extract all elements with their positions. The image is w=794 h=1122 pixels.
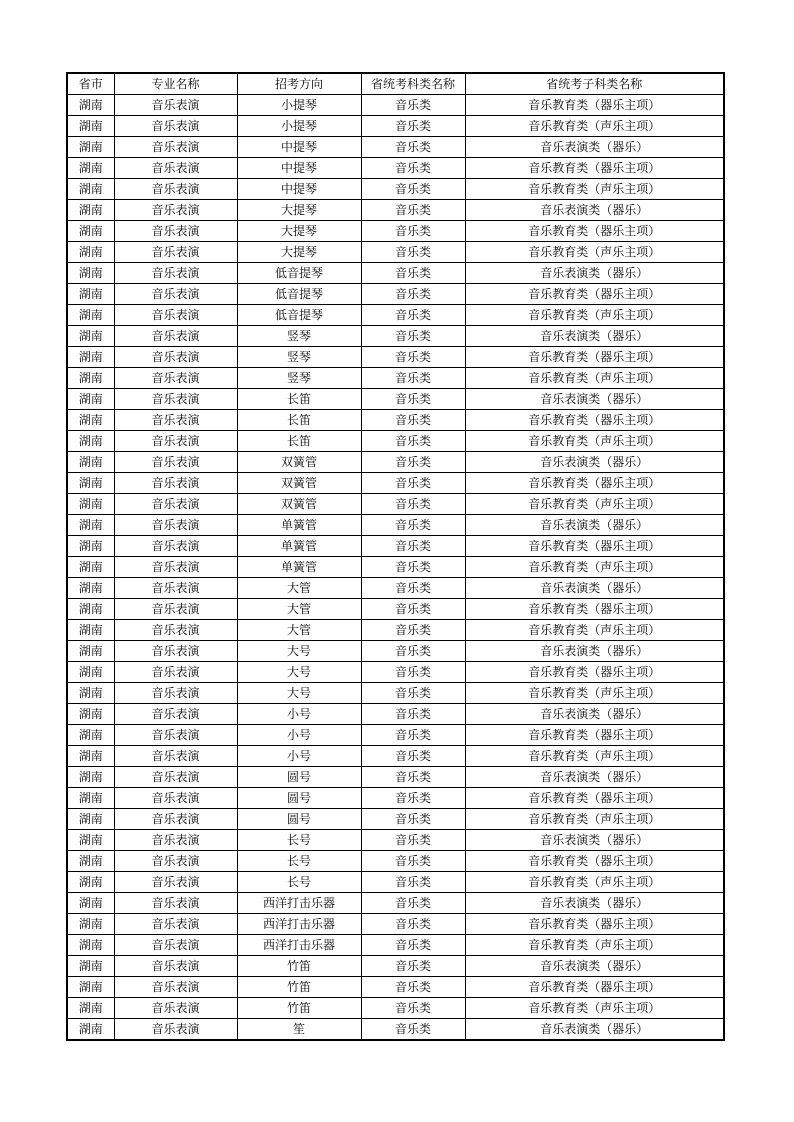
- cell-major-name: 音乐表演: [114, 1019, 237, 1041]
- cell-exam-subcategory: 音乐教育类（声乐主项）: [465, 746, 724, 767]
- cell-major-name: 音乐表演: [114, 515, 237, 536]
- cell-province: 湖南: [67, 410, 114, 431]
- header-exam-category: 省统考科类名称: [361, 73, 465, 95]
- cell-province: 湖南: [67, 683, 114, 704]
- table-row: [67, 914, 724, 935]
- cell-province: 湖南: [67, 305, 114, 326]
- cell-exam-category: 音乐类: [361, 200, 465, 221]
- cell-exam-category: 音乐类: [361, 1019, 465, 1041]
- cell-province: 湖南: [67, 326, 114, 347]
- cell-province: 湖南: [67, 389, 114, 410]
- cell-exam-subcategory: 音乐表演类（器乐）: [465, 767, 724, 788]
- cell-province: 湖南: [67, 620, 114, 641]
- cell-exam-category: 音乐类: [361, 347, 465, 368]
- cell-exam-subcategory: 音乐教育类（器乐主项）: [465, 662, 724, 683]
- table-row: [67, 473, 724, 494]
- cell-major-name: 音乐表演: [114, 116, 237, 137]
- cell-exam-category: 音乐类: [361, 221, 465, 242]
- cell-admission-direction: 圆号: [237, 809, 361, 830]
- cell-admission-direction: 竹笛: [237, 998, 361, 1019]
- cell-exam-subcategory: 音乐表演类（器乐）: [465, 578, 724, 599]
- table-row: [67, 956, 724, 977]
- cell-admission-direction: 竹笛: [237, 956, 361, 977]
- table-row: [67, 116, 724, 137]
- cell-exam-subcategory: 音乐表演类（器乐）: [465, 704, 724, 725]
- cell-major-name: 音乐表演: [114, 872, 237, 893]
- cell-exam-subcategory: 音乐表演类（器乐）: [465, 389, 724, 410]
- cell-exam-subcategory: 音乐表演类（器乐）: [465, 263, 724, 284]
- cell-admission-direction: 大号: [237, 683, 361, 704]
- cell-admission-direction: 笙: [237, 1019, 361, 1041]
- table-row: [67, 137, 724, 158]
- cell-admission-direction: 长号: [237, 851, 361, 872]
- table-row: [67, 662, 724, 683]
- cell-admission-direction: 中提琴: [237, 137, 361, 158]
- cell-province: 湖南: [67, 830, 114, 851]
- table-row: [67, 599, 724, 620]
- cell-admission-direction: 低音提琴: [237, 284, 361, 305]
- cell-province: 湖南: [67, 662, 114, 683]
- cell-exam-subcategory: 音乐教育类（声乐主项）: [465, 809, 724, 830]
- table-row: [67, 872, 724, 893]
- cell-exam-category: 音乐类: [361, 557, 465, 578]
- cell-major-name: 音乐表演: [114, 410, 237, 431]
- table-row: [67, 788, 724, 809]
- cell-province: 湖南: [67, 473, 114, 494]
- cell-province: 湖南: [67, 704, 114, 725]
- cell-exam-category: 音乐类: [361, 893, 465, 914]
- cell-major-name: 音乐表演: [114, 977, 237, 998]
- cell-province: 湖南: [67, 158, 114, 179]
- cell-admission-direction: 竖琴: [237, 368, 361, 389]
- cell-major-name: 音乐表演: [114, 284, 237, 305]
- cell-exam-category: 音乐类: [361, 242, 465, 263]
- cell-exam-category: 音乐类: [361, 536, 465, 557]
- cell-province: 湖南: [67, 872, 114, 893]
- cell-exam-category: 音乐类: [361, 95, 465, 116]
- cell-major-name: 音乐表演: [114, 788, 237, 809]
- cell-major-name: 音乐表演: [114, 242, 237, 263]
- table-row: [67, 305, 724, 326]
- cell-exam-subcategory: 音乐教育类（声乐主项）: [465, 305, 724, 326]
- cell-exam-category: 音乐类: [361, 263, 465, 284]
- cell-exam-category: 音乐类: [361, 704, 465, 725]
- cell-exam-subcategory: 音乐教育类（声乐主项）: [465, 683, 724, 704]
- header-province: 省市: [67, 73, 114, 95]
- cell-province: 湖南: [67, 935, 114, 956]
- cell-exam-category: 音乐类: [361, 137, 465, 158]
- cell-exam-category: 音乐类: [361, 515, 465, 536]
- cell-major-name: 音乐表演: [114, 473, 237, 494]
- table-row: [67, 830, 724, 851]
- cell-province: 湖南: [67, 200, 114, 221]
- cell-major-name: 音乐表演: [114, 557, 237, 578]
- cell-admission-direction: 长笛: [237, 410, 361, 431]
- cell-exam-subcategory: 音乐教育类（器乐主项）: [465, 725, 724, 746]
- cell-major-name: 音乐表演: [114, 641, 237, 662]
- cell-major-name: 音乐表演: [114, 305, 237, 326]
- cell-exam-subcategory: 音乐教育类（声乐主项）: [465, 179, 724, 200]
- cell-exam-subcategory: 音乐教育类（器乐主项）: [465, 914, 724, 935]
- cell-admission-direction: 中提琴: [237, 158, 361, 179]
- cell-exam-subcategory: 音乐教育类（器乐主项）: [465, 284, 724, 305]
- cell-exam-category: 音乐类: [361, 998, 465, 1019]
- cell-province: 湖南: [67, 893, 114, 914]
- cell-major-name: 音乐表演: [114, 347, 237, 368]
- cell-province: 湖南: [67, 578, 114, 599]
- header-exam-subcategory: 省统考子科类名称: [465, 73, 724, 95]
- cell-exam-subcategory: 音乐教育类（器乐主项）: [465, 536, 724, 557]
- table-row: [67, 494, 724, 515]
- cell-exam-category: 音乐类: [361, 578, 465, 599]
- cell-admission-direction: 小号: [237, 704, 361, 725]
- cell-province: 湖南: [67, 641, 114, 662]
- cell-major-name: 音乐表演: [114, 158, 237, 179]
- table-row: [67, 1019, 724, 1041]
- table-row: [67, 935, 724, 956]
- cell-major-name: 音乐表演: [114, 935, 237, 956]
- cell-major-name: 音乐表演: [114, 536, 237, 557]
- cell-exam-category: 音乐类: [361, 662, 465, 683]
- cell-admission-direction: 竹笛: [237, 977, 361, 998]
- cell-major-name: 音乐表演: [114, 221, 237, 242]
- cell-admission-direction: 双簧管: [237, 452, 361, 473]
- cell-admission-direction: 小号: [237, 746, 361, 767]
- cell-exam-category: 音乐类: [361, 641, 465, 662]
- table-row: [67, 704, 724, 725]
- cell-admission-direction: 大号: [237, 641, 361, 662]
- cell-exam-subcategory: 音乐表演类（器乐）: [465, 515, 724, 536]
- table-row: [67, 641, 724, 662]
- table-row: [67, 683, 724, 704]
- cell-admission-direction: 竖琴: [237, 347, 361, 368]
- table-body: [67, 95, 724, 1041]
- table-row: [67, 536, 724, 557]
- cell-exam-category: 音乐类: [361, 809, 465, 830]
- table-row: [67, 158, 724, 179]
- cell-admission-direction: 大管: [237, 578, 361, 599]
- cell-major-name: 音乐表演: [114, 95, 237, 116]
- cell-major-name: 音乐表演: [114, 893, 237, 914]
- cell-exam-category: 音乐类: [361, 305, 465, 326]
- cell-province: 湖南: [67, 116, 114, 137]
- cell-admission-direction: 单簧管: [237, 515, 361, 536]
- cell-major-name: 音乐表演: [114, 662, 237, 683]
- table-row: [67, 977, 724, 998]
- cell-exam-subcategory: 音乐教育类（声乐主项）: [465, 998, 724, 1019]
- table-row: [67, 221, 724, 242]
- cell-major-name: 音乐表演: [114, 263, 237, 284]
- cell-exam-category: 音乐类: [361, 872, 465, 893]
- cell-major-name: 音乐表演: [114, 956, 237, 977]
- cell-exam-subcategory: 音乐教育类（器乐主项）: [465, 851, 724, 872]
- cell-admission-direction: 单簧管: [237, 536, 361, 557]
- cell-major-name: 音乐表演: [114, 914, 237, 935]
- cell-province: 湖南: [67, 494, 114, 515]
- cell-major-name: 音乐表演: [114, 578, 237, 599]
- cell-exam-category: 音乐类: [361, 473, 465, 494]
- cell-admission-direction: 西洋打击乐器: [237, 935, 361, 956]
- cell-province: 湖南: [67, 515, 114, 536]
- cell-province: 湖南: [67, 284, 114, 305]
- cell-province: 湖南: [67, 347, 114, 368]
- cell-admission-direction: 长号: [237, 830, 361, 851]
- cell-exam-category: 音乐类: [361, 620, 465, 641]
- cell-exam-subcategory: 音乐教育类（声乐主项）: [465, 368, 724, 389]
- cell-exam-subcategory: 音乐表演类（器乐）: [465, 200, 724, 221]
- cell-exam-category: 音乐类: [361, 116, 465, 137]
- table-row: [67, 620, 724, 641]
- cell-major-name: 音乐表演: [114, 431, 237, 452]
- cell-exam-category: 音乐类: [361, 725, 465, 746]
- cell-exam-subcategory: 音乐教育类（器乐主项）: [465, 977, 724, 998]
- cell-province: 湖南: [67, 221, 114, 242]
- table-row: [67, 284, 724, 305]
- cell-major-name: 音乐表演: [114, 137, 237, 158]
- cell-exam-category: 音乐类: [361, 956, 465, 977]
- table-row: [67, 242, 724, 263]
- cell-province: 湖南: [67, 179, 114, 200]
- cell-admission-direction: 西洋打击乐器: [237, 893, 361, 914]
- cell-province: 湖南: [67, 263, 114, 284]
- cell-province: 湖南: [67, 242, 114, 263]
- cell-exam-subcategory: 音乐教育类（声乐主项）: [465, 116, 724, 137]
- cell-major-name: 音乐表演: [114, 851, 237, 872]
- cell-major-name: 音乐表演: [114, 620, 237, 641]
- cell-admission-direction: 圆号: [237, 767, 361, 788]
- cell-exam-subcategory: 音乐表演类（器乐）: [465, 137, 724, 158]
- cell-province: 湖南: [67, 1019, 114, 1041]
- cell-province: 湖南: [67, 368, 114, 389]
- cell-major-name: 音乐表演: [114, 809, 237, 830]
- cell-province: 湖南: [67, 725, 114, 746]
- cell-major-name: 音乐表演: [114, 767, 237, 788]
- cell-province: 湖南: [67, 767, 114, 788]
- cell-exam-subcategory: 音乐教育类（器乐主项）: [465, 95, 724, 116]
- table-row: [67, 200, 724, 221]
- cell-exam-subcategory: 音乐教育类（声乐主项）: [465, 557, 724, 578]
- cell-province: 湖南: [67, 137, 114, 158]
- cell-province: 湖南: [67, 452, 114, 473]
- cell-exam-category: 音乐类: [361, 158, 465, 179]
- cell-admission-direction: 西洋打击乐器: [237, 914, 361, 935]
- cell-major-name: 音乐表演: [114, 725, 237, 746]
- cell-exam-subcategory: 音乐教育类（器乐主项）: [465, 410, 724, 431]
- cell-exam-category: 音乐类: [361, 830, 465, 851]
- cell-exam-category: 音乐类: [361, 410, 465, 431]
- cell-province: 湖南: [67, 809, 114, 830]
- table-row: [67, 851, 724, 872]
- cell-province: 湖南: [67, 557, 114, 578]
- cell-exam-subcategory: 音乐表演类（器乐）: [465, 893, 724, 914]
- cell-province: 湖南: [67, 851, 114, 872]
- cell-admission-direction: 长号: [237, 872, 361, 893]
- cell-exam-subcategory: 音乐教育类（声乐主项）: [465, 242, 724, 263]
- table-row: [67, 410, 724, 431]
- cell-province: 湖南: [67, 536, 114, 557]
- cell-exam-category: 音乐类: [361, 599, 465, 620]
- cell-exam-category: 音乐类: [361, 389, 465, 410]
- cell-province: 湖南: [67, 977, 114, 998]
- cell-exam-subcategory: 音乐表演类（器乐）: [465, 830, 724, 851]
- cell-exam-subcategory: 音乐教育类（声乐主项）: [465, 494, 724, 515]
- table-row: [67, 557, 724, 578]
- cell-exam-category: 音乐类: [361, 767, 465, 788]
- table-row: [67, 893, 724, 914]
- cell-admission-direction: 大管: [237, 620, 361, 641]
- cell-exam-category: 音乐类: [361, 431, 465, 452]
- cell-major-name: 音乐表演: [114, 683, 237, 704]
- cell-admission-direction: 小号: [237, 725, 361, 746]
- cell-admission-direction: 小提琴: [237, 116, 361, 137]
- cell-major-name: 音乐表演: [114, 179, 237, 200]
- cell-province: 湖南: [67, 431, 114, 452]
- cell-exam-subcategory: 音乐表演类（器乐）: [465, 956, 724, 977]
- cell-province: 湖南: [67, 95, 114, 116]
- table-row: [67, 179, 724, 200]
- cell-exam-category: 音乐类: [361, 851, 465, 872]
- cell-admission-direction: 大管: [237, 599, 361, 620]
- cell-exam-subcategory: 音乐教育类（声乐主项）: [465, 620, 724, 641]
- cell-exam-category: 音乐类: [361, 683, 465, 704]
- cell-major-name: 音乐表演: [114, 998, 237, 1019]
- table-row: [67, 389, 724, 410]
- cell-admission-direction: 低音提琴: [237, 305, 361, 326]
- cell-exam-category: 音乐类: [361, 179, 465, 200]
- cell-province: 湖南: [67, 998, 114, 1019]
- cell-major-name: 音乐表演: [114, 452, 237, 473]
- cell-exam-category: 音乐类: [361, 368, 465, 389]
- cell-admission-direction: 大提琴: [237, 221, 361, 242]
- cell-admission-direction: 单簧管: [237, 557, 361, 578]
- cell-major-name: 音乐表演: [114, 200, 237, 221]
- cell-exam-subcategory: 音乐教育类（器乐主项）: [465, 158, 724, 179]
- table-row: [67, 326, 724, 347]
- cell-admission-direction: 长笛: [237, 431, 361, 452]
- cell-admission-direction: 竖琴: [237, 326, 361, 347]
- cell-admission-direction: 大提琴: [237, 200, 361, 221]
- cell-admission-direction: 双簧管: [237, 494, 361, 515]
- cell-exam-category: 音乐类: [361, 452, 465, 473]
- cell-exam-category: 音乐类: [361, 284, 465, 305]
- cell-exam-subcategory: 音乐教育类（器乐主项）: [465, 473, 724, 494]
- cell-exam-category: 音乐类: [361, 935, 465, 956]
- table-row: [67, 515, 724, 536]
- table-row: [67, 263, 724, 284]
- table-row: [67, 578, 724, 599]
- table-row: [67, 998, 724, 1019]
- table-row: [67, 809, 724, 830]
- cell-admission-direction: 圆号: [237, 788, 361, 809]
- cell-exam-subcategory: 音乐教育类（器乐主项）: [465, 221, 724, 242]
- cell-admission-direction: 长笛: [237, 389, 361, 410]
- cell-major-name: 音乐表演: [114, 704, 237, 725]
- cell-exam-subcategory: 音乐教育类（器乐主项）: [465, 599, 724, 620]
- cell-exam-subcategory: 音乐教育类（器乐主项）: [465, 788, 724, 809]
- cell-admission-direction: 中提琴: [237, 179, 361, 200]
- cell-exam-subcategory: 音乐表演类（器乐）: [465, 326, 724, 347]
- cell-major-name: 音乐表演: [114, 326, 237, 347]
- cell-exam-subcategory: 音乐教育类（声乐主项）: [465, 872, 724, 893]
- cell-exam-category: 音乐类: [361, 326, 465, 347]
- cell-exam-category: 音乐类: [361, 494, 465, 515]
- table-row: [67, 767, 724, 788]
- header-admission-direction: 招考方向: [237, 73, 361, 95]
- table-row: [67, 725, 724, 746]
- cell-exam-subcategory: 音乐教育类（器乐主项）: [465, 347, 724, 368]
- table-row: [67, 347, 724, 368]
- cell-exam-subcategory: 音乐表演类（器乐）: [465, 452, 724, 473]
- table-row: [67, 368, 724, 389]
- cell-province: 湖南: [67, 746, 114, 767]
- admissions-table: [66, 72, 725, 1041]
- cell-exam-subcategory: 音乐表演类（器乐）: [465, 1019, 724, 1041]
- cell-exam-category: 音乐类: [361, 746, 465, 767]
- cell-exam-category: 音乐类: [361, 977, 465, 998]
- table-header-row: [67, 73, 724, 95]
- cell-exam-subcategory: 音乐教育类（声乐主项）: [465, 431, 724, 452]
- cell-admission-direction: 大提琴: [237, 242, 361, 263]
- cell-exam-category: 音乐类: [361, 914, 465, 935]
- cell-major-name: 音乐表演: [114, 389, 237, 410]
- cell-admission-direction: 低音提琴: [237, 263, 361, 284]
- table-row: [67, 452, 724, 473]
- cell-province: 湖南: [67, 956, 114, 977]
- table-row: [67, 746, 724, 767]
- table-row: [67, 431, 724, 452]
- cell-major-name: 音乐表演: [114, 599, 237, 620]
- cell-major-name: 音乐表演: [114, 830, 237, 851]
- cell-province: 湖南: [67, 599, 114, 620]
- cell-admission-direction: 小提琴: [237, 95, 361, 116]
- cell-major-name: 音乐表演: [114, 494, 237, 515]
- cell-province: 湖南: [67, 788, 114, 809]
- cell-admission-direction: 大号: [237, 662, 361, 683]
- header-major-name: 专业名称: [114, 73, 237, 95]
- cell-exam-subcategory: 音乐表演类（器乐）: [465, 641, 724, 662]
- table-row: [67, 95, 724, 116]
- cell-exam-subcategory: 音乐教育类（声乐主项）: [465, 935, 724, 956]
- cell-exam-category: 音乐类: [361, 788, 465, 809]
- cell-admission-direction: 双簧管: [237, 473, 361, 494]
- cell-major-name: 音乐表演: [114, 746, 237, 767]
- cell-province: 湖南: [67, 914, 114, 935]
- cell-major-name: 音乐表演: [114, 368, 237, 389]
